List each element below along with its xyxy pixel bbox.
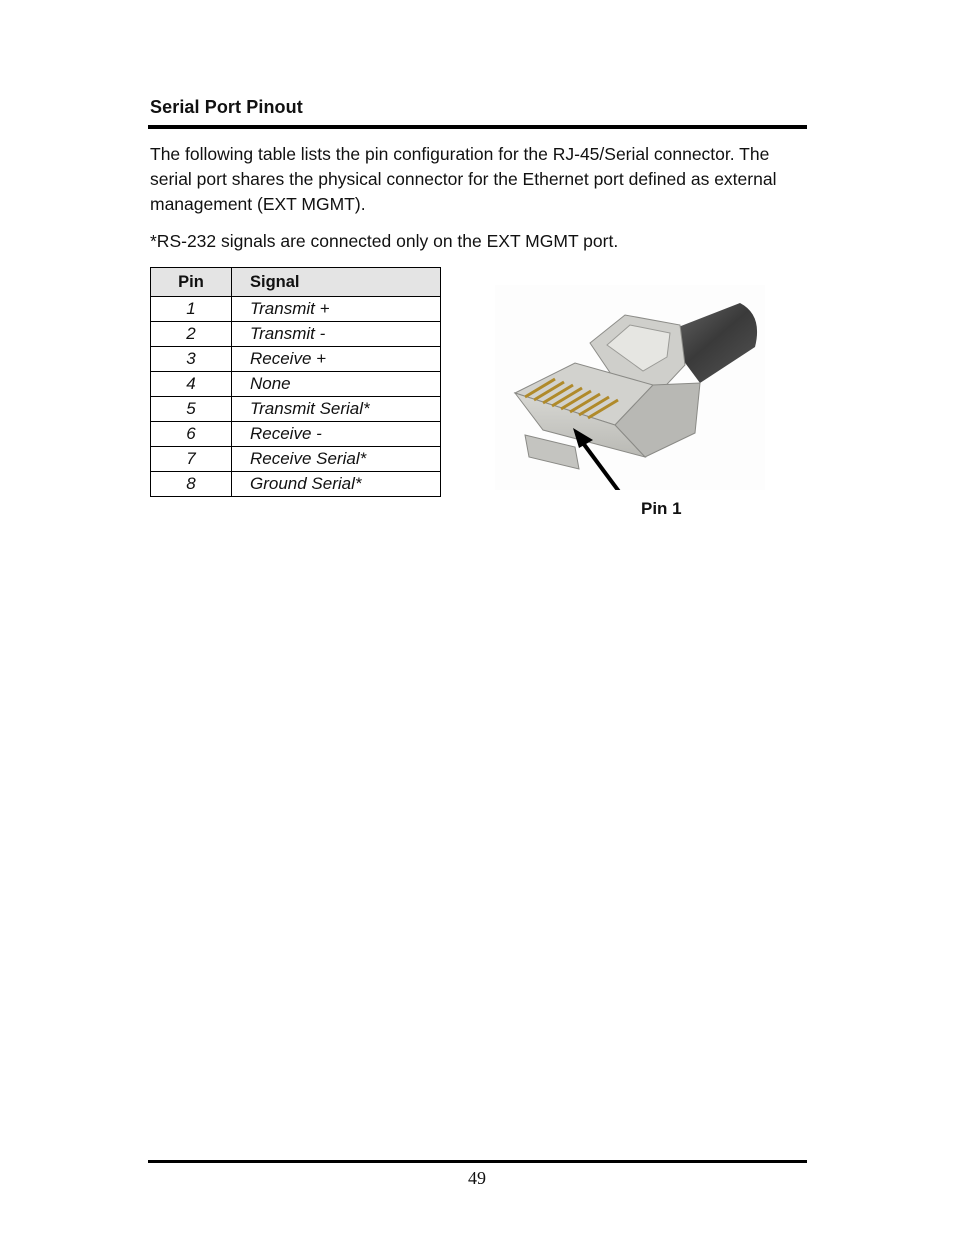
signal-cell: Receive + xyxy=(232,347,441,372)
table-header-row xyxy=(151,268,441,297)
signal-cell: Ground Serial* xyxy=(232,472,441,497)
column-header-pin: Pin xyxy=(151,268,232,297)
pin-cell: 3 xyxy=(151,347,232,372)
note-paragraph: *RS-232 signals are connected only on the EXT MGMT port. xyxy=(150,231,619,251)
table-row xyxy=(151,472,441,497)
pin-cell: 6 xyxy=(151,422,232,447)
table-row xyxy=(151,322,441,347)
intro-paragraph: The following table lists the pin configuration for the RJ-45/Serial connector. The serial port shares the physical connector for the Ethernet port defined as external management (EXT MGMT). xyxy=(150,144,777,214)
pin-cell: 2 xyxy=(151,322,232,347)
signal-cell: Receive - xyxy=(232,422,441,447)
heading-rule xyxy=(148,125,807,129)
rj45-connector-illustration xyxy=(495,285,765,490)
pin-cell: 4 xyxy=(151,372,232,397)
footer-rule xyxy=(148,1160,807,1163)
signal-cell: Transmit Serial* xyxy=(232,397,441,422)
page-number: 49 xyxy=(468,1168,486,1188)
table-row xyxy=(151,447,441,472)
pinout-table xyxy=(150,267,441,497)
pin-cell: 7 xyxy=(151,447,232,472)
pin-cell: 8 xyxy=(151,472,232,497)
table-row xyxy=(151,347,441,372)
pin-cell: 1 xyxy=(151,297,232,322)
table-row xyxy=(151,297,441,322)
signal-cell: Receive Serial* xyxy=(232,447,441,472)
pin-cell: 5 xyxy=(151,397,232,422)
pin1-callout: Pin 1 xyxy=(641,499,682,518)
table-row xyxy=(151,372,441,397)
signal-cell: Transmit + xyxy=(232,297,441,322)
section-heading: Serial Port Pinout xyxy=(150,97,303,117)
signal-cell: None xyxy=(232,372,441,397)
column-header-signal: Signal xyxy=(232,268,441,297)
signal-cell: Transmit - xyxy=(232,322,441,347)
table-row xyxy=(151,397,441,422)
table-row xyxy=(151,422,441,447)
